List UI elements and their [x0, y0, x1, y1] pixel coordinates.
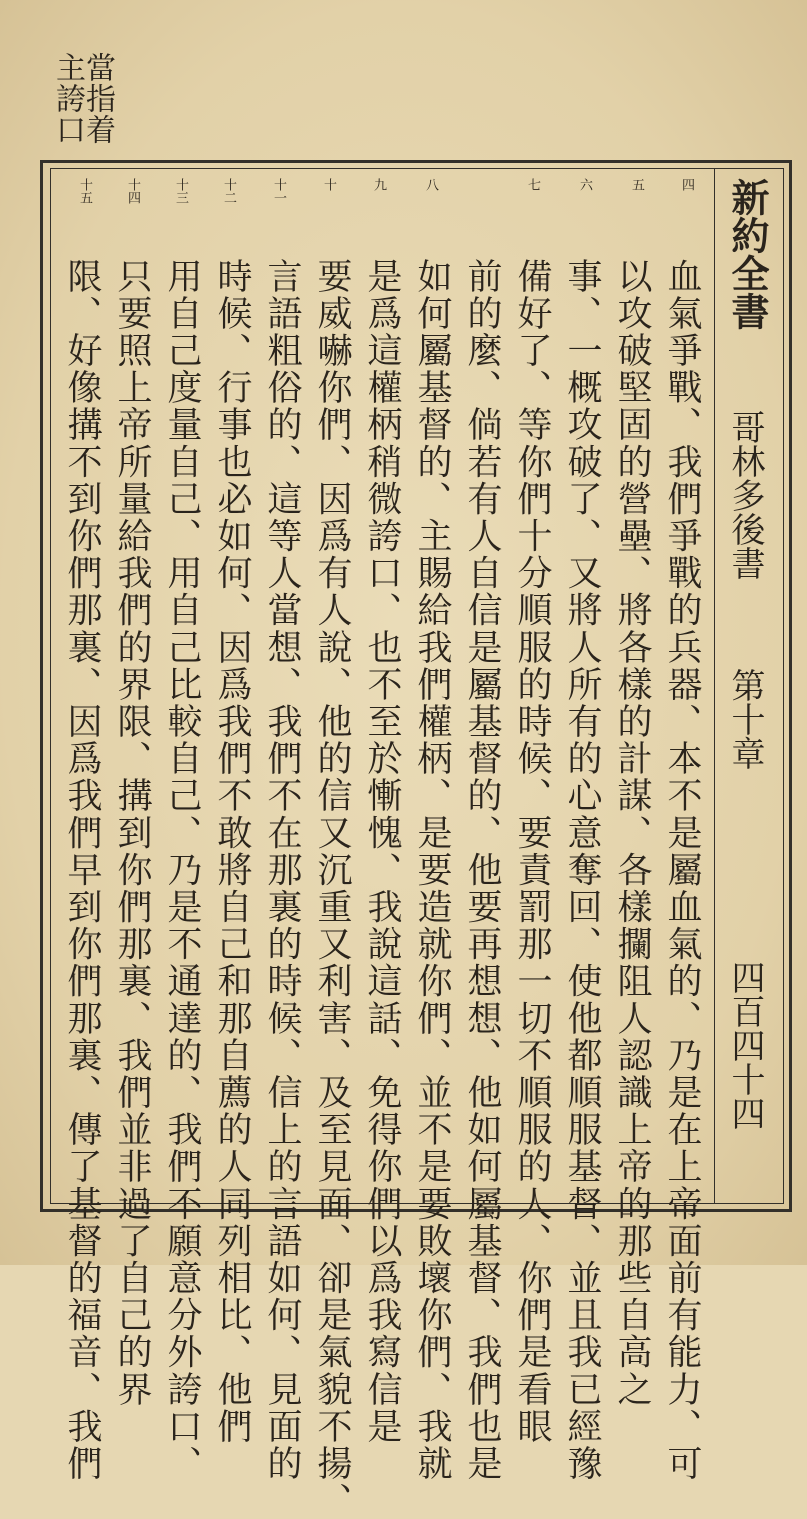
text-column: 用自己度量自己、用自己比較自己、乃是不通達的、我們不願意分外誇口、 [162, 258, 202, 1483]
book-title: 新約全書 [725, 178, 770, 330]
verse-number: 七 [525, 178, 540, 191]
verse-number: 十三 [173, 178, 188, 204]
text-column: 如何屬基督的、主賜給我們權柄、是要造就你們、並不是要敗壞你們、我就 [412, 258, 452, 1483]
verse-number: 十一 [271, 178, 286, 204]
text-column: 前的麼、倘若有人自信是屬基督的、他要再想想、他如何屬基督、我們也是 [462, 258, 502, 1483]
book-name: 哥林多後書 [725, 410, 765, 580]
text-column: 血氣爭戰、我們爭戰的兵器、本不是屬血氣的、乃是在上帝面前有能力、可 [662, 258, 702, 1483]
text-column: 是爲這權柄稍微誇口、也不至於慚愧、我說這話、免得你們以爲我寫信是 [362, 258, 402, 1446]
text-column: 備好了、等你們十分順服的時候、要責罰那一切不順服的人、你們是看眼 [512, 258, 552, 1446]
text-column: 言語粗俗的、這等人當想、我們不在那裏的時候、信上的言語如何、見面的 [262, 258, 302, 1483]
text-column: 時候、行事也必如何、因爲我們不敢將自己和那自薦的人同列相比、他們 [212, 258, 252, 1446]
verse-number: 十五 [77, 178, 92, 204]
verse-number: 十二 [221, 178, 236, 204]
text-column: 只要照上帝所量給我們的界限、搆到你們那裏、我們並非過了自己的界 [112, 258, 152, 1409]
text-column: 事、一概攻破了、又將人所有的心意奪回、使他都順服基督、並且我已經豫 [562, 258, 602, 1483]
header-divider [714, 168, 715, 1204]
margin-note-line-2: 主誇口 [50, 52, 85, 145]
page-number: 四百四十四 [725, 960, 765, 1130]
verse-number: 九 [371, 178, 386, 191]
verse-number: 五 [629, 178, 644, 191]
text-column: 要威嚇你們、因爲有人說、他的信又沉重又利害、及至見面、卻是氣貌不揚、 [312, 258, 352, 1519]
text-column: 限、好像搆不到你們那裏、因爲我們早到你們那裏、傳了基督的福音、我們 [62, 258, 102, 1483]
verse-number: 六 [577, 178, 592, 191]
chapter-heading: 第十章 [725, 668, 765, 770]
text-column: 以攻破堅固的營壘、將各樣的計謀、各樣攔阻人認識上帝的那些自高之 [612, 258, 652, 1409]
verse-number: 十四 [125, 178, 140, 204]
margin-note-line-1: 當指着 [80, 52, 115, 145]
verse-number: 四 [679, 178, 694, 191]
verse-number: 十 [321, 178, 336, 191]
verse-number: 八 [423, 178, 438, 191]
